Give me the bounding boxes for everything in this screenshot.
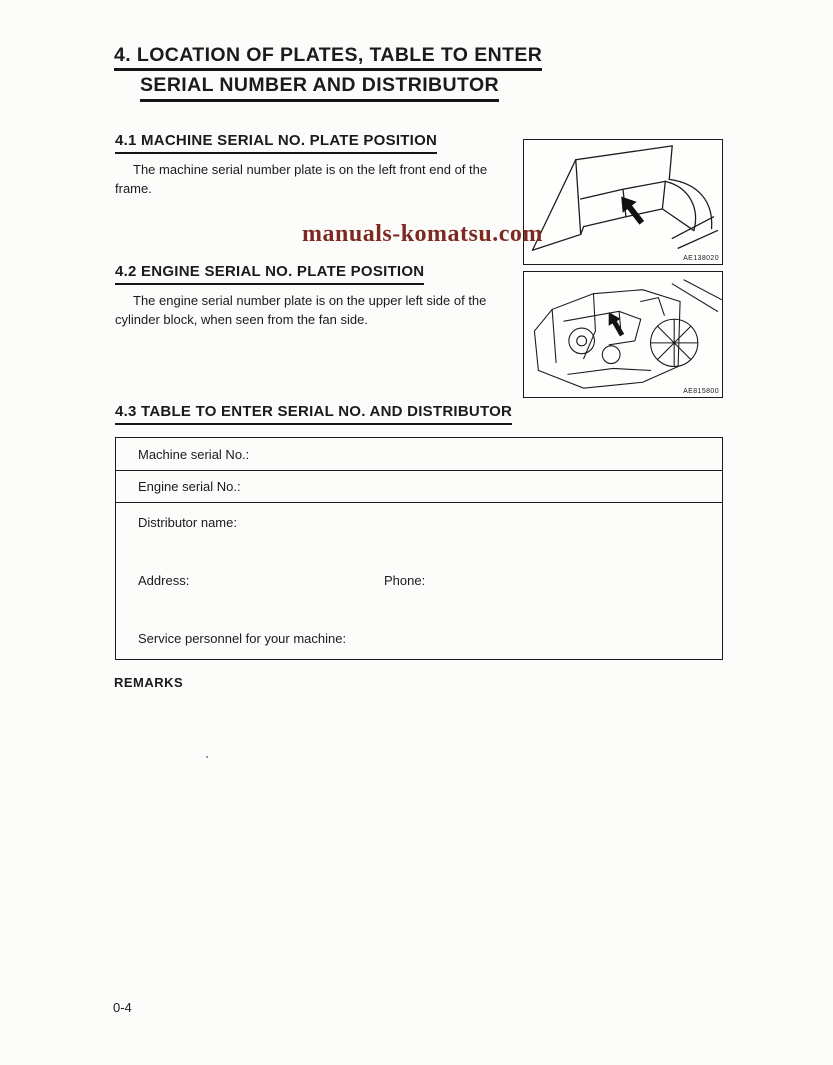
- section-engine-serial-plate: [115, 263, 523, 330]
- distributor-block: [116, 503, 722, 658]
- remarks-heading: REMARKS: [114, 675, 184, 690]
- section-4-1-heading: 4.1 MACHINE SERIAL NO. PLATE POSITION: [115, 132, 437, 154]
- section-machine-serial-plate: [115, 132, 519, 199]
- engine-serial-row: [116, 471, 722, 503]
- section-4-2-body: The engine serial number plate is on the upper left side of the cylinder block, when seen from the fan side.: [115, 293, 487, 327]
- plate-location-arrow-icon: [614, 191, 649, 228]
- serial-entry-table: [115, 437, 723, 660]
- machine-frame-drawing: [524, 140, 722, 264]
- address-label: Address:: [138, 573, 190, 588]
- figure-code-1: AE138020: [683, 255, 719, 262]
- service-personnel-label: Service personnel for your machine:: [138, 631, 347, 646]
- title-line-2: SERIAL NUMBER AND DISTRIBUTOR: [140, 74, 499, 101]
- distributor-name-label: Distributor name:: [138, 515, 237, 530]
- watermark-text: manuals-komatsu.com: [302, 221, 543, 247]
- engine-drawing: [524, 272, 722, 397]
- machine-serial-label: Machine serial No.:: [138, 446, 250, 462]
- figure-code-2: AE815800: [683, 388, 719, 395]
- engine-plate-figure: [523, 271, 723, 398]
- section-4-3-heading: 4.3 TABLE TO ENTER SERIAL NO. AND DISTRIBUTOR: [115, 403, 512, 425]
- section-4-2-heading: 4.2 ENGINE SERIAL NO. PLATE POSITION: [115, 263, 424, 285]
- section-4-1-body: The machine serial number plate is on the left front end of the frame.: [115, 162, 488, 196]
- engine-serial-label: Engine serial No.:: [138, 479, 241, 494]
- scan-speck: [206, 756, 208, 758]
- page-number: 0-4: [113, 1000, 132, 1015]
- page-title: [114, 44, 542, 105]
- section-serial-table: [115, 403, 512, 425]
- machine-serial-row: [116, 438, 722, 471]
- phone-label: Phone:: [384, 573, 426, 588]
- title-line-1: 4. LOCATION OF PLATES, TABLE TO ENTER: [114, 44, 542, 71]
- machine-plate-figure: [523, 139, 723, 265]
